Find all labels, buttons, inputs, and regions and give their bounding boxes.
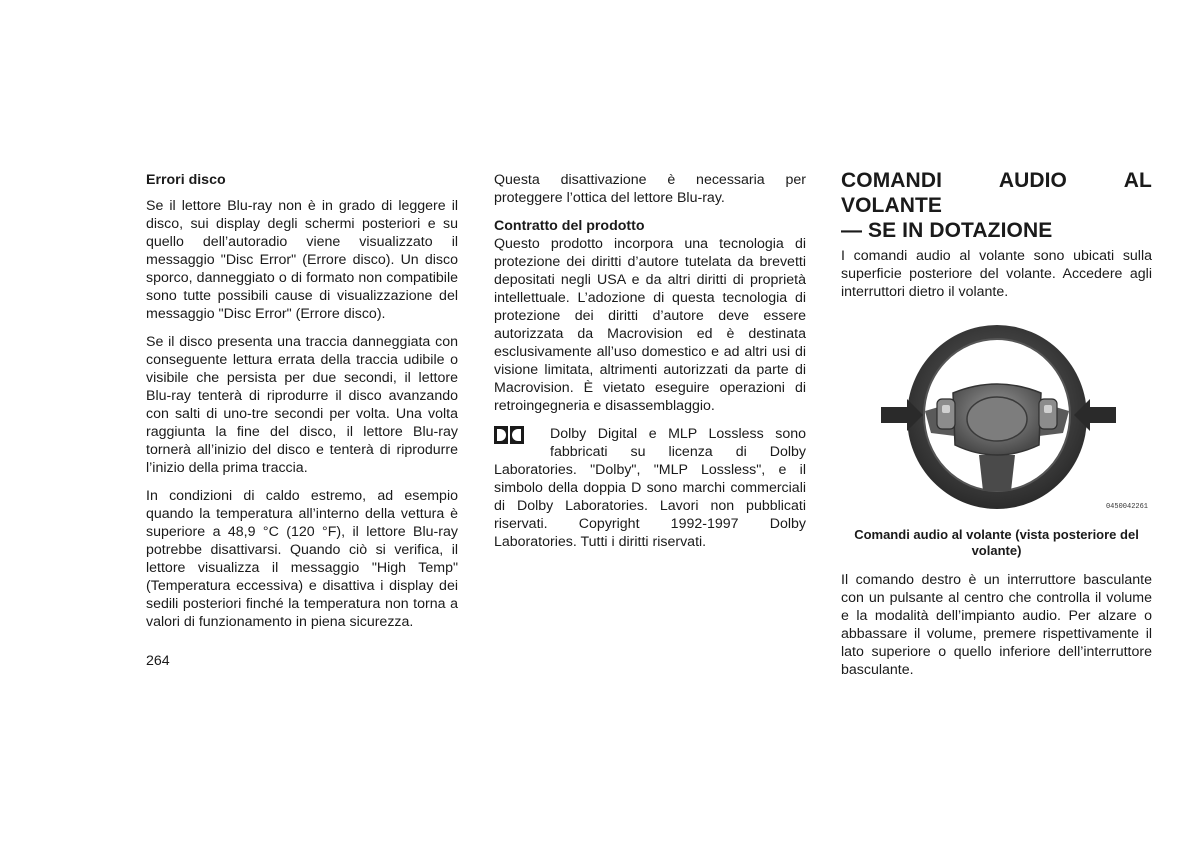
- paragraph-right-switch: Il comando destro è un interruttore basculante con un pulsante al centro che controlla il volume e la modalità dell’impianto audio. Per alzare o abbassare il volume, premere rispettivamente il lato superiore o quello inferiore dell’interruttore basculante.: [841, 572, 1152, 678]
- middle-column: [494, 171, 806, 551]
- section-heading-product-contract: Contratto del prodotto: [494, 218, 645, 234]
- paragraph-dolby: Dolby Digital e MLP Lossless sono fabbricati su licenza di Dolby Laboratories. "Dolby", "MLP Lossless", e il simbolo della doppia D sono marchi commerciali di Dolby Laboratories. Lavori non pubblicati riservati. Copyright 1992-1997 Dolby Laboratories. Tutti i diritti riservati.: [494, 426, 806, 550]
- dolby-notice: [494, 425, 806, 551]
- dolby-double-d-icon: [494, 426, 524, 444]
- section-title: [841, 168, 1152, 243]
- paragraph-damaged-track: Se il disco presenta una traccia danneggiata con conseguente lettura errata della traccia udibile o visibile che persista per due secondi, il lettore Blu-ray tenterà di riprodurre il disco avanzando con salti di uno-tre secondi per volta. Una volta raggiunta la fine del disco, il lettore Blu-ray tornerà all’inizio del disco e tenterà di riprodurre l’inizio della prima traccia.: [146, 334, 458, 476]
- figure-caption-line2: volante): [971, 543, 1022, 558]
- figure-code: 0450042261: [1105, 503, 1148, 511]
- left-column: [146, 171, 458, 641]
- section-title-line2: — SE IN DOTAZIONE: [841, 219, 1053, 242]
- paragraph-controls-intro: I comandi audio al volante sono ubicati sulla superficie posteriore del volante. Accedere agli interruttori dietro il volante.: [841, 248, 1152, 300]
- page-number: 264: [146, 653, 170, 669]
- paragraph-high-temp: In condizioni di caldo estremo, ad esempio quando la temperatura all’interno della vettura è superiore a 48,9 °C (120 °F), il lettore Blu-ray potrebbe disattivarsi. Quando ciò si verifica, il lettore visualizza il messaggio "High Temp" (Temperatura eccessiva) e disattiva i display dei sedili posteriori finché la temperatura non torna a valori di funzionamento in piena sicurezza.: [146, 488, 458, 630]
- section-title-line1: COMANDI AUDIO AL VOLANTE: [841, 169, 1152, 217]
- figure-caption: [841, 527, 1152, 559]
- right-column: [841, 168, 1152, 689]
- paragraph-product-contract: Questo prodotto incorpora una tecnologia di protezione dei diritti d’autore tutelata da brevetti depositati negli USA e da altri diritti di proprietà intellettuale. L’adozione di questa tecnologia di protezione dei diritti d’autore deve essere autorizzata da Macrovision ed è destinata esclusivamente all’uso domestico e ad altri usi di visione limitata, altrimenti autorizzati da parte di Macrovision. È vietato eseguire operazioni di retroingegneria e disassemblaggio.: [494, 236, 806, 414]
- steering-wheel-illustration: [841, 315, 1152, 515]
- paragraph-disc-error: Se il lettore Blu-ray non è in grado di leggere il disco, sui display degli schermi posteriori e su quello dell’autoradio viene visualizzato il messaggio "Disc Error" (Errore disco). Un disco sporco, danneggiato o di formato non compatibile sono tutte possibili cause di visualizzazione del messaggio "Disc Error" (Errore disco).: [146, 198, 458, 322]
- paragraph-deactivation: Questa disattivazione è necessaria per proteggere l’ottica del lettore Blu-ray.: [494, 172, 806, 206]
- section-heading-disc-errors: Errori disco: [146, 172, 226, 188]
- figure-caption-line1: Comandi audio al volante (vista posteriore del: [854, 527, 1139, 542]
- steering-wheel-figure: [841, 315, 1152, 515]
